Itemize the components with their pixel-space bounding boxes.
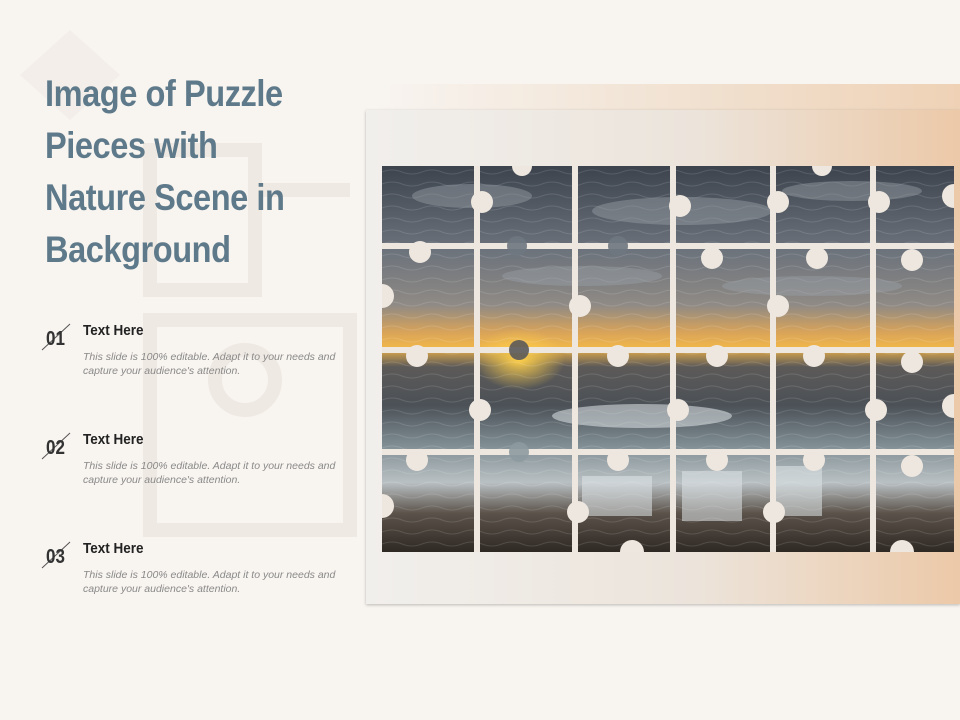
item-number: 01 bbox=[46, 328, 65, 350]
list-item bbox=[40, 540, 340, 620]
item-description: This slide is 100% editable. Adapt it to your needs and capture your audience's attention. bbox=[83, 460, 336, 486]
list-item bbox=[40, 431, 340, 511]
item-heading: Text Here bbox=[83, 431, 144, 448]
puzzle-nature-image bbox=[382, 166, 954, 552]
item-number: 03 bbox=[46, 546, 65, 568]
item-heading: Text Here bbox=[83, 540, 144, 557]
item-description: This slide is 100% editable. Adapt it to your needs and capture your audience's attention. bbox=[83, 351, 336, 377]
item-description: This slide is 100% editable. Adapt it to your needs and capture your audience's attention. bbox=[83, 569, 336, 595]
item-heading: Text Here bbox=[83, 322, 144, 339]
list-item bbox=[40, 322, 340, 402]
page-title: Image of Puzzle Pieces with Nature Scene in Background bbox=[45, 73, 285, 270]
item-number: 02 bbox=[46, 437, 65, 459]
